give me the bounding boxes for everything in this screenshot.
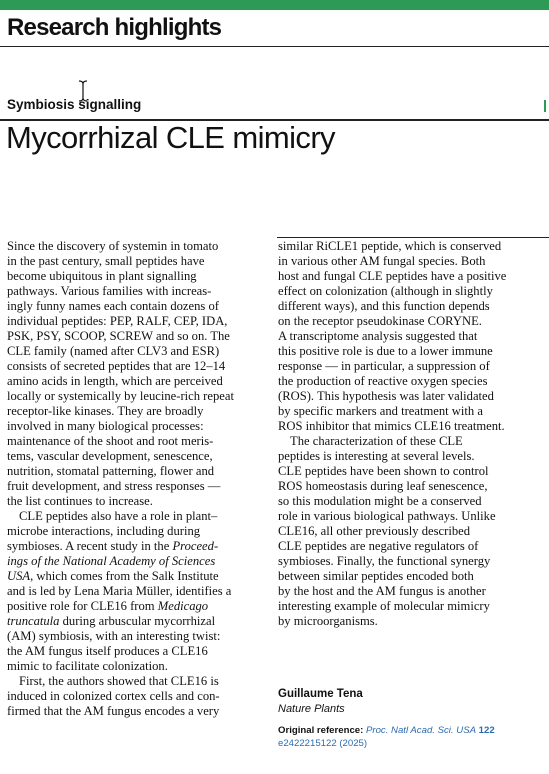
body-line: locally or systemically by leucine-rich repeat xyxy=(7,389,234,403)
reference-volume[interactable]: 122 xyxy=(478,725,495,736)
article-subject: Symbiosis signalling xyxy=(7,97,142,112)
author-block xyxy=(278,686,363,717)
body-line: A transcriptome analysis suggested that xyxy=(278,329,478,343)
body-line: CLE peptides also have a role in plant– xyxy=(19,509,218,523)
body-line: PSK, PSY, SCOOP, SCREW and so on. The xyxy=(7,329,230,343)
original-reference xyxy=(278,724,540,750)
body-line: in various other AM fungal species. Both xyxy=(278,254,486,268)
text-cursor-icon xyxy=(77,80,89,102)
body-line: (ROS). This hypothesis was later validated xyxy=(278,389,494,403)
body-line: tems, vascular development, senescence, xyxy=(7,449,213,463)
body-line: positive role for CLE16 from Medicago xyxy=(7,599,209,613)
body-line: similar RiCLE1 peptide, which is conserved xyxy=(278,239,502,253)
body-column-right xyxy=(278,239,543,629)
body-line: Since the discovery of systemin in tomato xyxy=(7,239,219,253)
body-line: by specific markers and treatment with a xyxy=(278,404,483,418)
body-line: mimic to facilitate colonization. xyxy=(7,659,168,673)
body-line: truncatula during arbuscular mycorrhizal xyxy=(7,614,216,628)
body-line: the AM fungus itself produces a CLE16 xyxy=(7,644,208,658)
body-line: USA, which comes from the Salk Institute xyxy=(7,569,219,583)
body-line: CLE peptides are negative regulators of xyxy=(278,539,479,553)
body-line: between similar peptides encoded both xyxy=(278,569,474,583)
body-line: receptor-like kinases. They are broadly xyxy=(7,404,204,418)
body-line: firmed that the AM fungus encodes a very xyxy=(7,704,220,718)
article-title: Mycorrhizal CLE mimicry xyxy=(6,120,335,155)
body-line: (AM) symbiosis, with an interesting twist: xyxy=(7,629,221,643)
body-line: symbioses. A recent study in the Proceed- xyxy=(7,539,219,553)
body-line: in the past century, small peptides have xyxy=(7,254,205,268)
body-line: so this modulation might be a conserved xyxy=(278,494,482,508)
body-line: pathways. Various families with increas- xyxy=(7,284,212,298)
body-line: ROS inhibitor that mimics CLE16 treatment. xyxy=(278,419,505,433)
body-column-left xyxy=(7,239,272,719)
body-line: induced in colonized cortex cells and con- xyxy=(7,689,220,703)
body-line: the list continues to increase. xyxy=(7,494,153,508)
body-line: response — in particular, a suppression of xyxy=(278,359,490,373)
edge-marker xyxy=(544,100,546,112)
reference-label: Original reference: xyxy=(278,725,364,736)
body-line: interesting example of molecular mimicry xyxy=(278,599,490,613)
body-line: effect on colonization (although in slightly xyxy=(278,284,493,298)
body-line: maintenance of the shoot and root meris- xyxy=(7,434,214,448)
body-line: ingly funny names each contain dozens of xyxy=(7,299,219,313)
body-line: peptides is interesting at several levels. xyxy=(278,449,475,463)
body-line: microbe interactions, including during xyxy=(7,524,201,538)
body-line: individual peptides: PEP, RALF, CEP, IDA, xyxy=(7,314,228,328)
body-line: symbioses. Finally, the functional synergy xyxy=(278,554,491,568)
body-line: CLE family (named after CLV3 and ESR) xyxy=(7,344,220,358)
body-line: fruit development, and stress responses — xyxy=(7,479,221,493)
body-line: host and fungal CLE peptides have a positive xyxy=(278,269,507,283)
body-line: The characterization of these CLE xyxy=(290,434,463,448)
body-line: different ways), and this function depends xyxy=(278,299,490,313)
body-line: amino acids in length, which are perceived xyxy=(7,374,223,388)
body-line: and is led by Lena Maria Müller, identifies a xyxy=(7,584,232,598)
body-line: become ubiquitous in plant signalling xyxy=(7,269,197,283)
top-accent-strip xyxy=(0,7,549,10)
reference-citation-link[interactable]: Proc. Natl Acad. Sci. USA xyxy=(365,725,476,736)
body-line: consists of secreted peptides that are 12–14 xyxy=(7,359,226,373)
body-line: ings of the National Academy of Sciences xyxy=(7,554,216,568)
body-line: the production of reactive oxygen species xyxy=(278,374,488,388)
body-line: by the host and the AM fungus is another xyxy=(278,584,486,598)
header-divider xyxy=(0,46,549,47)
body-line: this positive role is due to a lower immune xyxy=(278,344,493,358)
body-line: role in various biological pathways. Unlike xyxy=(278,509,496,523)
section-header: Research highlights xyxy=(7,14,222,41)
body-line: First, the authors showed that CLE16 is xyxy=(19,674,219,688)
body-line: by microorganisms. xyxy=(278,614,378,628)
body-line: CLE16, all other previously described xyxy=(278,524,471,538)
body-line: CLE peptides have been shown to control xyxy=(278,464,489,478)
top-accent-bar xyxy=(0,0,549,7)
author-affiliation: Nature Plants xyxy=(278,703,345,715)
body-line: nutrition, stomatal patterning, flower and xyxy=(7,464,215,478)
body-line: on the receptor pseudokinase CORYNE. xyxy=(278,314,482,328)
body-line: ROS homeostasis during leaf senescence, xyxy=(278,479,488,493)
reference-article-id[interactable]: e2422215122 (2025) xyxy=(278,738,368,749)
right-column-rule xyxy=(277,237,549,238)
body-line: involved in many biological processes: xyxy=(7,419,204,433)
author-name: Guillaume Tena xyxy=(278,688,363,700)
